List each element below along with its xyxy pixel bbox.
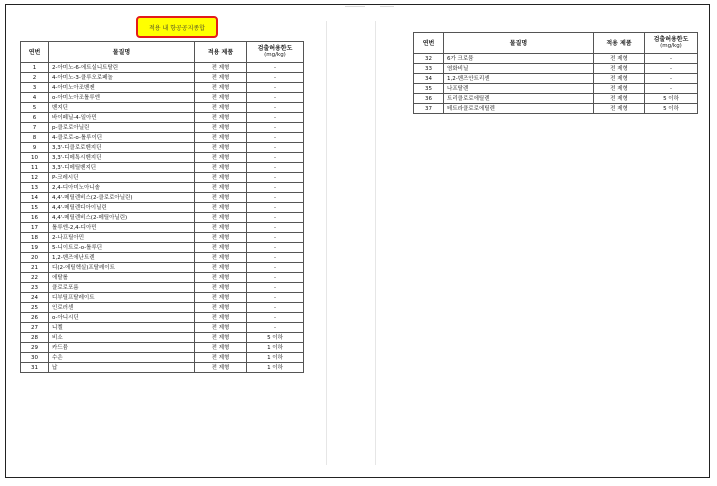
table-row (414, 64, 698, 74)
substance-name: 4,4'-메틸렌비스(2-메틸아닐린) (49, 213, 195, 223)
row-number: 5 (21, 103, 49, 113)
detection-limit: - (247, 183, 304, 193)
row-number: 12 (21, 173, 49, 183)
highlighted-label (136, 16, 218, 38)
substance-name: 4,4'-메틸렌비스(2-클로로아닐린) (49, 193, 195, 203)
table-row (21, 183, 304, 193)
substance-name: 디(2-에틸헥실)프탈레이트 (49, 263, 195, 273)
detection-limit: - (247, 273, 304, 283)
table-row (21, 353, 304, 363)
detection-limit: - (247, 263, 304, 273)
table-row (21, 163, 304, 173)
detection-limit: - (247, 113, 304, 123)
table-row (414, 94, 698, 104)
substance-name: 에탈롤 (49, 273, 195, 283)
row-number: 11 (21, 163, 49, 173)
detection-limit: - (645, 64, 698, 74)
applicable-product: 전 제형 (195, 133, 247, 143)
substance-name: 2-나프틸아민 (49, 233, 195, 243)
detection-limit: 5 이하 (645, 104, 698, 114)
substance-name: 나프탈렌 (444, 84, 594, 94)
applicable-product: 전 제형 (195, 333, 247, 343)
substance-name: 3,3'-디메틸벤지딘 (49, 163, 195, 173)
applicable-product: 전 제형 (195, 293, 247, 303)
row-number: 36 (414, 94, 444, 104)
detection-limit: - (247, 123, 304, 133)
table-row (21, 123, 304, 133)
header-limit-unit: (mg/kg) (264, 52, 286, 58)
applicable-product: 전 제형 (195, 143, 247, 153)
substance-name: 인로러센 (49, 303, 195, 313)
table-row (21, 113, 304, 123)
detection-limit: - (247, 303, 304, 313)
header-limit (645, 33, 698, 54)
table-row (21, 293, 304, 303)
table-row (21, 263, 304, 273)
substance-name: 6가 크로뮴 (444, 54, 594, 64)
substance-name: p-클로로아닐린 (49, 123, 195, 133)
table-row (21, 253, 304, 263)
detection-limit: - (247, 253, 304, 263)
table-row (21, 93, 304, 103)
row-number: 32 (414, 54, 444, 64)
detection-limit: - (247, 203, 304, 213)
applicable-product: 전 제형 (195, 63, 247, 73)
applicable-product: 전 제형 (195, 83, 247, 93)
detection-limit: - (247, 213, 304, 223)
table-header-row (414, 33, 698, 54)
header-product: 적용 제품 (594, 33, 645, 54)
row-number: 34 (414, 74, 444, 84)
table-row (21, 363, 304, 373)
applicable-product: 전 제형 (195, 223, 247, 233)
detection-limit: - (247, 83, 304, 93)
table-row (414, 104, 698, 114)
table-row (414, 74, 698, 84)
detection-limit: 5 이하 (645, 94, 698, 104)
row-number: 25 (21, 303, 49, 313)
table-row (21, 313, 304, 323)
applicable-product: 전 제형 (594, 84, 645, 94)
row-number: 24 (21, 293, 49, 303)
table-row (21, 283, 304, 293)
applicable-product: 전 제형 (195, 283, 247, 293)
detection-limit: 1 이하 (247, 343, 304, 353)
row-number: 30 (21, 353, 49, 363)
detection-limit: - (247, 193, 304, 203)
detection-limit: - (247, 73, 304, 83)
row-number: 7 (21, 123, 49, 133)
applicable-product: 전 제형 (195, 273, 247, 283)
substance-name: 바이페닐-4-일아민 (49, 113, 195, 123)
substance-name: 염화비닐 (444, 64, 594, 74)
row-number: 6 (21, 113, 49, 123)
substance-name: 1,2-벤즈안트리센 (444, 74, 594, 84)
header-no: 연번 (21, 42, 49, 63)
substance-name: 1,2-벤즈에난트렌 (49, 253, 195, 263)
substance-name: 디부틸프탈레이트 (49, 293, 195, 303)
substance-name: 3,3'-디메톡시벤지딘 (49, 153, 195, 163)
applicable-product: 전 제형 (195, 193, 247, 203)
substance-name: o-아니시딘 (49, 313, 195, 323)
substance-name: 4-아미노-3-클루오로페놀 (49, 73, 195, 83)
detection-limit: 1 이하 (247, 363, 304, 373)
detection-limit: - (247, 163, 304, 173)
table-row (21, 63, 304, 73)
applicable-product: 전 제형 (195, 233, 247, 243)
table-row (414, 84, 698, 94)
applicable-product: 전 제형 (195, 213, 247, 223)
detection-limit: 5 이하 (247, 333, 304, 343)
substance-name: 클로로포름 (49, 283, 195, 293)
applicable-product: 전 제형 (594, 94, 645, 104)
row-number: 19 (21, 243, 49, 253)
substance-name: 니켈 (49, 323, 195, 333)
row-number: 9 (21, 143, 49, 153)
header-substance: 물질명 (49, 42, 195, 63)
row-number: 21 (21, 263, 49, 273)
row-number: 17 (21, 223, 49, 233)
row-number: 27 (21, 323, 49, 333)
detection-limit: - (247, 283, 304, 293)
substance-name: 톨루엔-2,4-디아민 (49, 223, 195, 233)
substance-name: 카드뮴 (49, 343, 195, 353)
substance-table-left (20, 41, 304, 373)
substance-name: P-크레시딘 (49, 173, 195, 183)
detection-limit: 1 이하 (247, 353, 304, 363)
table-row (21, 243, 304, 253)
row-number: 13 (21, 183, 49, 193)
applicable-product: 전 제형 (195, 183, 247, 193)
detection-limit: - (645, 54, 698, 64)
detection-limit: - (247, 103, 304, 113)
applicable-product: 전 제형 (195, 343, 247, 353)
applicable-product: 전 제형 (594, 74, 645, 84)
substance-name: 테트라클로로에틸렌 (444, 104, 594, 114)
substance-name: 3,3'-디클로로벤지딘 (49, 143, 195, 153)
highlighted-label-text: 적용 내 항공공지종합 (149, 24, 205, 32)
header-limit-label: 검출허용한도 (257, 45, 293, 52)
row-number: 10 (21, 153, 49, 163)
detection-limit: - (247, 243, 304, 253)
page-edge-mark (345, 6, 365, 7)
applicable-product: 전 제형 (195, 203, 247, 213)
table-row (21, 273, 304, 283)
row-number: 14 (21, 193, 49, 203)
detection-limit: - (247, 153, 304, 163)
substance-name: 2-아미노-6-에트실니트탈린 (49, 63, 195, 73)
row-number: 29 (21, 343, 49, 353)
table-row (21, 323, 304, 333)
substance-name: 납 (49, 363, 195, 373)
applicable-product: 전 제형 (195, 123, 247, 133)
applicable-product: 전 제형 (195, 313, 247, 323)
detection-limit: - (247, 133, 304, 143)
detection-limit: - (247, 313, 304, 323)
detection-limit: - (247, 63, 304, 73)
detection-limit: - (247, 323, 304, 333)
substance-name: 벤지딘 (49, 103, 195, 113)
applicable-product: 전 제형 (195, 243, 247, 253)
row-number: 22 (21, 273, 49, 283)
applicable-product: 전 제형 (195, 303, 247, 313)
detection-limit: - (247, 293, 304, 303)
applicable-product: 전 제형 (195, 263, 247, 273)
table-row (21, 343, 304, 353)
table-row (21, 223, 304, 233)
substance-name: 4-클로로-o-톨루이딘 (49, 133, 195, 143)
substance-name: 트리클로로에틸렌 (444, 94, 594, 104)
header-limit (247, 42, 304, 63)
row-number: 3 (21, 83, 49, 93)
applicable-product: 전 제형 (195, 153, 247, 163)
applicable-product: 전 제형 (195, 353, 247, 363)
applicable-product: 전 제형 (594, 54, 645, 64)
header-substance: 물질명 (444, 33, 594, 54)
header-limit-label: 검출허용한도 (653, 36, 689, 43)
table-row (21, 103, 304, 113)
table-row (21, 153, 304, 163)
table-row (21, 173, 304, 183)
table-row (21, 143, 304, 153)
detection-limit: - (247, 233, 304, 243)
detection-limit: - (645, 84, 698, 94)
substance-name: 2,4-디아미노아니솔 (49, 183, 195, 193)
substance-name: o-아미노아조톨루엔 (49, 93, 195, 103)
table-header-row (21, 42, 304, 63)
row-number: 18 (21, 233, 49, 243)
header-no: 연번 (414, 33, 444, 54)
substance-name: 5-니이트로-o-톨루딘 (49, 243, 195, 253)
detection-limit: - (247, 223, 304, 233)
applicable-product: 전 제형 (195, 103, 247, 113)
header-limit-unit: (mg/kg) (660, 43, 682, 49)
row-number: 1 (21, 63, 49, 73)
table-row (21, 83, 304, 93)
substance-name: 4,4'-메틸렌디아이닐린 (49, 203, 195, 213)
table-row (21, 73, 304, 83)
table-row (414, 54, 698, 64)
table-row (21, 133, 304, 143)
table-row (21, 213, 304, 223)
row-number: 2 (21, 73, 49, 83)
row-number: 16 (21, 213, 49, 223)
row-number: 35 (414, 84, 444, 94)
page-edge-mark (380, 6, 394, 7)
row-number: 4 (21, 93, 49, 103)
row-number: 26 (21, 313, 49, 323)
row-number: 15 (21, 203, 49, 213)
applicable-product: 전 제형 (195, 73, 247, 83)
applicable-product: 전 제형 (195, 363, 247, 373)
row-number: 23 (21, 283, 49, 293)
applicable-product: 전 제형 (195, 113, 247, 123)
detection-limit: - (247, 143, 304, 153)
row-number: 28 (21, 333, 49, 343)
substance-name: 수은 (49, 353, 195, 363)
table-row (21, 233, 304, 243)
applicable-product: 전 제형 (195, 173, 247, 183)
row-number: 33 (414, 64, 444, 74)
detection-limit: - (247, 93, 304, 103)
row-number: 37 (414, 104, 444, 114)
applicable-product: 전 제형 (594, 64, 645, 74)
header-product: 적용 제품 (195, 42, 247, 63)
row-number: 20 (21, 253, 49, 263)
applicable-product: 전 제형 (195, 323, 247, 333)
table-row (21, 303, 304, 313)
row-number: 8 (21, 133, 49, 143)
applicable-product: 전 제형 (195, 163, 247, 173)
detection-limit: - (645, 74, 698, 84)
row-number: 31 (21, 363, 49, 373)
substance-table-right (413, 32, 698, 114)
table-row (21, 333, 304, 343)
table-row (21, 193, 304, 203)
detection-limit: - (247, 173, 304, 183)
substance-name: 4-아미노아조벤젠 (49, 83, 195, 93)
applicable-product: 전 제형 (195, 253, 247, 263)
table-row (21, 203, 304, 213)
substance-name: 비소 (49, 333, 195, 343)
applicable-product: 전 제형 (195, 93, 247, 103)
applicable-product: 전 제형 (594, 104, 645, 114)
